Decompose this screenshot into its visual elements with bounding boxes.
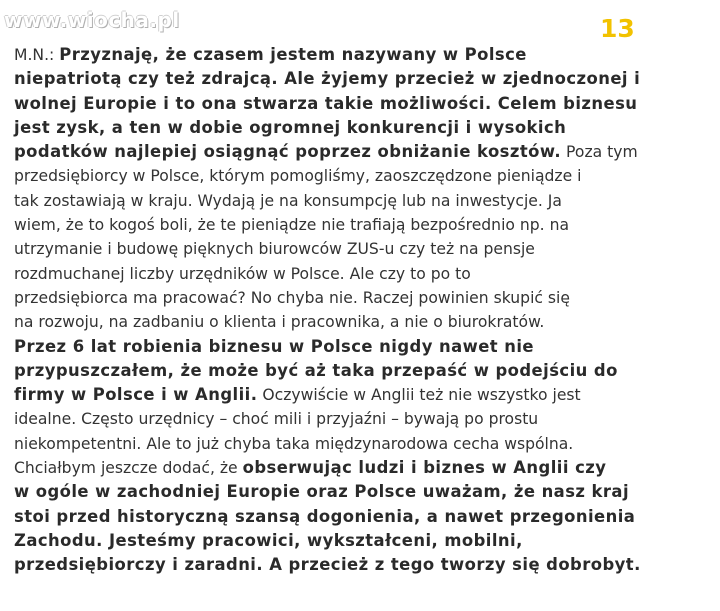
bold-text-segment: niepatriotą czy też zdrajcą. Ale żyjemy przecież w zjednoczonej i bbox=[14, 69, 641, 89]
text-line bbox=[14, 553, 714, 577]
text-line bbox=[14, 505, 714, 529]
text-segment: Oczywiście w Anglii też nie wszystko jest bbox=[257, 386, 581, 405]
text-line bbox=[14, 407, 714, 431]
text-segment: tak zostawiają w kraju. Wydają je na konsumpcję lub na inwestycje. Ja bbox=[14, 191, 562, 210]
page-number: 13 bbox=[600, 14, 635, 43]
text-line bbox=[14, 359, 714, 383]
text-line bbox=[14, 456, 714, 480]
bold-text-segment: stoi przed historyczną szansą dogonienia, a nawet przegonienia bbox=[14, 506, 636, 526]
text-segment: Poza tym bbox=[561, 143, 638, 162]
text-line bbox=[14, 310, 714, 334]
bold-text-segment: jest zysk, a ten w dobie ogromnej konkurencji i wysokich bbox=[14, 117, 567, 137]
bold-text-segment: obserwując ludzi i biznes w Anglii czy bbox=[242, 458, 607, 478]
text-line bbox=[14, 335, 714, 359]
text-line bbox=[14, 189, 714, 213]
text-segment: przedsiębiorcy w Polsce, którym pomogliśmy, zaoszczędzone pieniądze i bbox=[14, 167, 582, 186]
text-line bbox=[14, 237, 714, 261]
text-line bbox=[14, 116, 714, 140]
bold-text-segment: przedsiębiorczy i zaradni. A przecież z tego tworzy się dobrobyt. bbox=[14, 555, 641, 575]
text-line bbox=[14, 67, 714, 91]
text-line bbox=[14, 92, 714, 116]
text-line bbox=[14, 213, 714, 237]
text-line bbox=[14, 432, 714, 456]
cut-off-line bbox=[14, 603, 714, 611]
text-segment: wiem, że to kogoś boli, że te pieniądze nie trafiają bezpośrednio np. na bbox=[14, 216, 570, 235]
article-paragraph bbox=[14, 43, 714, 578]
bold-text-segment: przypuszczałem, że może być aż taka przepaść w podejściu do bbox=[14, 360, 618, 380]
watermark-logo: www.wiocha.pl bbox=[4, 8, 180, 32]
bold-text-segment: wolnej Europie i to ona stwarza takie możliwości. Celem biznesu bbox=[14, 93, 638, 113]
text-line bbox=[14, 286, 714, 310]
text-line bbox=[14, 383, 714, 407]
text-segment: Chciałbym jeszcze dodać, że bbox=[14, 459, 243, 478]
text-segment: idealne. Często urzędnicy – choć mili i przyjaźni – bywają po prostu bbox=[14, 410, 539, 429]
text-segment: niekompetentni. Ale to już chyba taka międzynarodowa cecha wspólna. bbox=[14, 434, 574, 453]
text-segment: utrzymanie i budowę pięknych biurowców ZUS-u czy też na pensje bbox=[14, 240, 535, 259]
text-line bbox=[14, 43, 714, 67]
text-line bbox=[14, 140, 714, 164]
bold-text-segment: w ogóle w zachodniej Europie oraz Polsce uważam, że nasz kraj bbox=[14, 482, 630, 502]
bold-text-segment: Przez 6 lat robienia biznesu w Polsce nigdy nawet nie bbox=[14, 336, 534, 356]
bold-text-segment: podatków najlepiej osiągnąć poprzez obniżanie kosztów. bbox=[14, 142, 562, 162]
bold-text-segment: Zachodu. Jesteśmy pracowici, wykształceni, mobilni, bbox=[14, 530, 523, 550]
text-segment: rozdmuchanej liczby urzędników w Polsce. Ale czy to po to bbox=[14, 264, 471, 283]
text-line bbox=[14, 480, 714, 504]
text-segment: na rozwoju, na zadbaniu o klienta i pracownika, a nie o biurokratów. bbox=[14, 313, 545, 332]
text-line bbox=[14, 164, 714, 188]
text-line bbox=[14, 529, 714, 553]
text-segment: M.N.: bbox=[14, 46, 60, 64]
bold-text-segment: Przyznaję, że czasem jestem nazywany w Polsce bbox=[59, 45, 527, 64]
text-line bbox=[14, 262, 714, 286]
bold-text-segment: firmy w Polsce i w Anglii. bbox=[14, 385, 258, 405]
text-segment: przedsiębiorca ma pracować? No chyba nie. Raczej powinien skupić się bbox=[14, 288, 570, 307]
